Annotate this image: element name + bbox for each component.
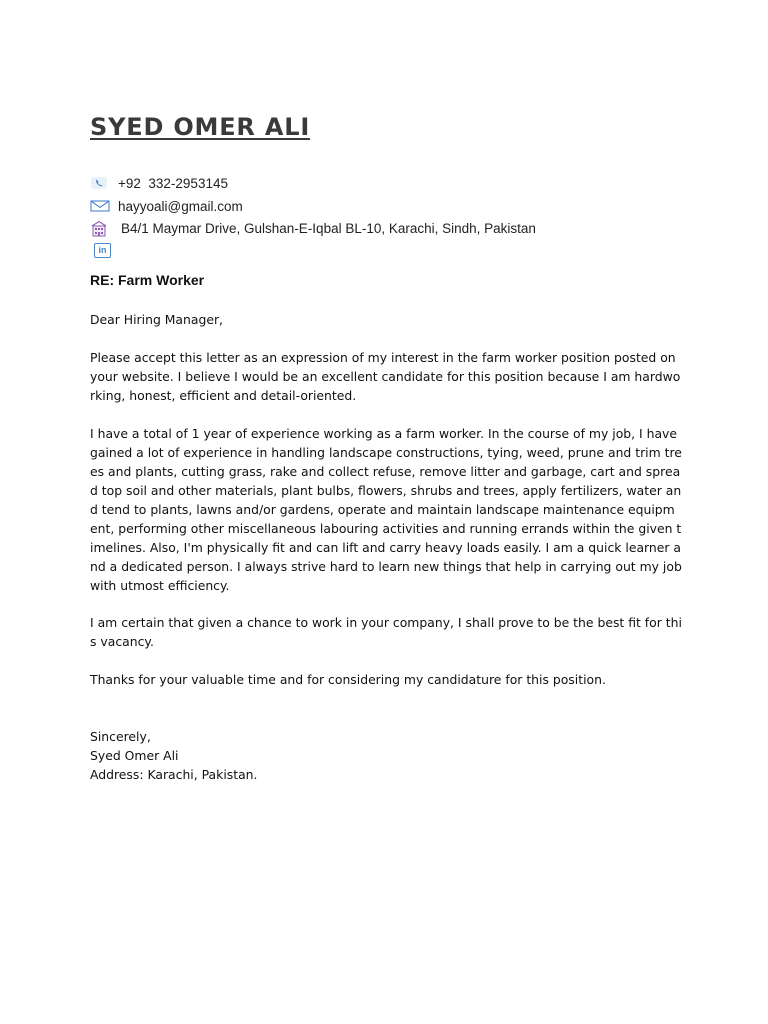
subject-line: RE: Farm Worker	[90, 272, 205, 288]
contact-phone-row	[90, 174, 228, 192]
linkedin-icon[interactable]	[94, 241, 116, 259]
contact-email-row	[90, 197, 243, 215]
postal-address: B4/1 Maymar Drive, Gulshan-E-Iqbal BL-10, Karachi, Sindh, Pakistan	[121, 220, 536, 236]
paragraph-experience: I have a total of 1 year of experience working as a farm worker. In the course of my job, I have gained a lot of experience in handling landscape constructions, tying, weed, prune and trim trees and plants, cutting grass, rake and collect refuse, remove litter and garbage, cart and spread top soil and other materials, plant bulbs, flowers, shrubs and trees, apply fertilizers, water and tend to plants, lawns and/or gardens, operate and maintain landscape maintenance equipment, performing other miscellaneous labouring activities and running errands within the given timelines. Also, I'm physically fit and can lift and carry heavy loads easily. I am a quick learner and a dedicated person. I always strive hard to learn new things that help in carrying out my job with utmost efficiency.	[90, 426, 682, 593]
paragraph-intro: Please accept this letter as an expression of my interest in the farm worker position posted on your website. I believe I would be an excellent candidate for this position because I am hardworking, honest, efficient and detail-oriented.	[90, 350, 681, 403]
paragraph-fit: I am certain that given a chance to work in your company, I shall prove to be the best fit for this vacancy.	[90, 615, 682, 649]
linkedin-label: in	[94, 243, 111, 258]
greeting: Dear Hiring Manager,	[90, 312, 223, 327]
contact-linkedin-row	[90, 241, 122, 259]
building-icon	[90, 219, 112, 237]
phone-number: +92 332-2953145	[118, 175, 228, 191]
closing-block	[90, 727, 682, 784]
phone-icon	[90, 174, 112, 192]
signer-address: Address: Karachi, Pakistan.	[90, 767, 258, 782]
applicant-name: SYED OMER ALI	[90, 113, 311, 141]
envelope-icon	[90, 197, 112, 215]
signer-name: Syed Omer Ali	[90, 748, 179, 763]
email-address[interactable]: hayyoali@gmail.com	[118, 198, 243, 214]
paragraph-thanks: Thanks for your valuable time and for considering my candidature for this position.	[90, 672, 606, 687]
contact-address-row	[90, 219, 536, 237]
valediction: Sincerely,	[90, 729, 151, 744]
